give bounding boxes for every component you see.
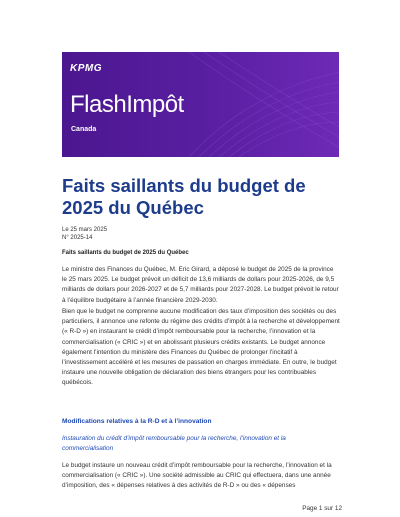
brand-title: FlashImpôt xyxy=(70,91,184,118)
document-title: Faits saillants du budget de 2025 du Québec xyxy=(62,175,306,218)
subsection-heading: Instauration du crédit d’impôt remboursable pour la recherche, l’innovation et la commercialisation xyxy=(62,435,286,452)
kpmg-logo: KPMG xyxy=(70,63,102,74)
page-number: Page 1 sur 12 xyxy=(302,505,342,512)
header-banner xyxy=(62,52,339,157)
document-date: Le 25 mars 2025 xyxy=(62,227,108,233)
section-title: Faits saillants du budget de 2025 du Québec xyxy=(62,250,189,256)
document-number: N° 2025-14 xyxy=(62,235,93,241)
decorative-lines xyxy=(189,52,339,157)
paragraph-cric: Le budget instaure un nouveau crédit d’impôt remboursable pour la recherche, l’innovation et la commercialisation (« CRIC »). Une société admissible au CRIC qui effectuera, dans une année d’imposition, des « dépenses relatives à des activités de R-D » ou des « dépenses xyxy=(62,462,332,490)
brand-subtitle: Canada xyxy=(71,126,97,133)
section-heading: Modifications relatives à la R-D et à l’innovation xyxy=(62,418,212,425)
paragraph-intro: Le ministre des Finances du Québec, M. Eric Girard, a déposé le budget de 2025 de la province le 25 mars 2025. Le budget prévoit un déficit de 13,6 milliards de dollars pour 2025-2026, de 9,5 milliards de dollars pour 2026-2027 et de 5,7 milliards pour 2027-2028. Le budget prévoit le retour à l’équilibre budgétaire à l’année financière 2029-2030. xyxy=(62,266,339,304)
paragraph-overview: Bien que le budget ne comprenne aucune modification des taux d’imposition des sociétés ou des particuliers, il annonce une refonte du régime des crédits d’impôt à la recherche et développement (« R-D ») en instaurant le crédit d’impôt remboursable pour la recherche, l’innovation et la commercialisation (« CRIC ») et en abolissant plusieurs crédits existants. Le budget annonce également l’intention du ministère des Finances du Québec de prolonger l’incitatif à l’investissement accéléré et les mesures de passation en charges immédiate. En outre, le budget instaure une nouvelle obligation de déclaration des biens étrangers pour les contribuables québécois. xyxy=(62,308,340,387)
document-meta xyxy=(62,226,107,242)
